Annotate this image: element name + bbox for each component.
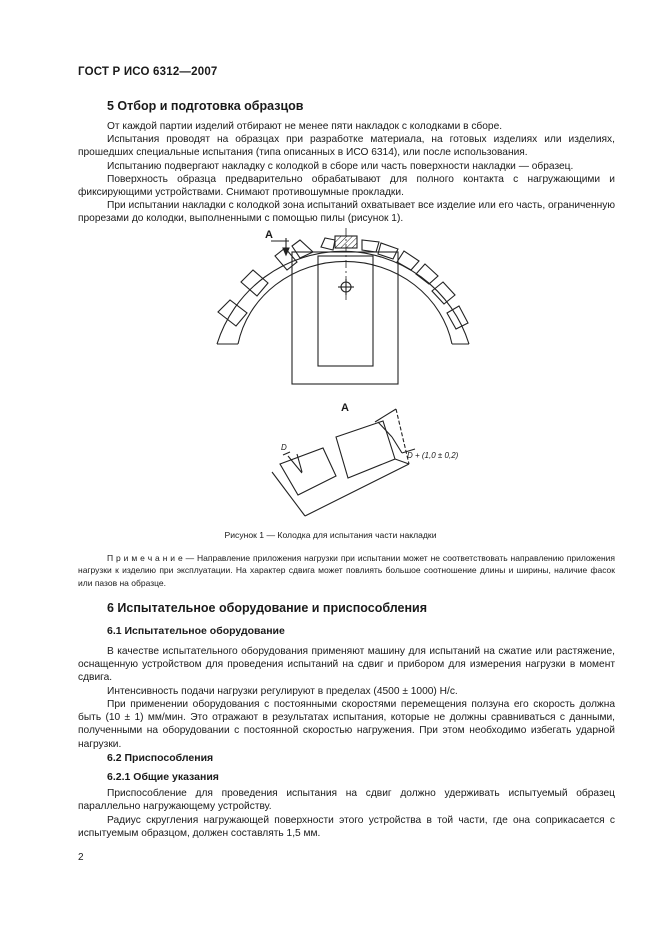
paragraph-text: При применении оборудования с постоянными скоростями перемещения ползуна его скорость должна быть (10 ± 1) мм/мин. Это отражают в результатах испытания, которые не должны сравниваться с данными, полученными на оборудовании с постоянной скоростью нагружения. При этом необходимо избегать ударной нагрузки. (78, 699, 615, 750)
view-a-detail (272, 409, 415, 516)
subsection-6-2-title: 6.2 Приспособления (107, 752, 214, 764)
section-6-2-1-paragraph-2 (78, 814, 615, 840)
section-6-title: 6 Испытательное оборудование и приспособления (107, 601, 428, 615)
note-text: П р и м е ч а н и е — Направление приложения нагрузки при испытании может не соответствовать направлению приложения нагрузки к изделию при эксплуатации. На характер сдвига может повлиять большое соотношение длины и ширины, наличие фасок или пазов на образце. (78, 553, 615, 588)
paragraph-text: Испытания проводят на образцах при разработке материала, на готовых изделиях или изделиях, прошедших специальные испытания (типа описанных в ИСО 6314), или после использования. (78, 134, 615, 159)
section-6-1-paragraph-1 (78, 645, 615, 685)
paragraph-text: При испытании накладки с колодкой зона испытаний охватывает все изделие или его часть, ограниченную прорезами до колодки, выполненными с помощью пилы (рисунок 1). (78, 200, 615, 225)
subsection-6-1-title: 6.1 Испытательное оборудование (107, 625, 285, 637)
paragraph-text: В качестве испытательного оборудования применяют машину для испытаний на сжатие или растяжение, оснащенную устройством для проведения испытаний на сдвиг и прибором для измерения нагрузки в момент сдвига. (78, 646, 615, 684)
detail-lining-right (336, 421, 395, 478)
figure-label-d-formula: D + (1,0 ± 0,2) (407, 451, 459, 460)
section-6-2-1-paragraph-1 (78, 787, 615, 813)
figure-label-a-view: A (341, 402, 349, 414)
section-6-1-paragraph-2 (78, 685, 615, 698)
document-header: ГОСТ Р ИСО 6312—2007 (78, 66, 218, 78)
figure-label-a-top: A (265, 229, 273, 241)
section-5-title: 5 Отбор и подготовка образцов (107, 99, 304, 113)
figure-label-d: D (281, 443, 287, 452)
paragraph-text: Радиус скругления нагружающей поверхности этого устройства в той части, где она соприкасается с испытуемым образцом, должен составлять 1,5 мм. (78, 815, 615, 840)
shoe-outer-arc (217, 251, 469, 344)
paragraph-text: Приспособление для проведения испытания на сдвиг должно удерживать испытуемый образец параллельно нагружающему устройству. (78, 788, 615, 813)
paragraph-text: Поверхность образца предварительно обрабатывают для полного контакта с нагружающими и фиксирующими устройствами. Снимают противошумные прокладки. (78, 174, 615, 199)
paragraph-text: От каждой партии изделий отбирают не менее пяти накладок с колодками в сборе. (107, 121, 503, 132)
figure-caption: Рисунок 1 — Колодка для испытания части накладки (224, 530, 437, 540)
paragraph-text: Испытанию подвергают накладку с колодкой в сборе или часть поверхности накладки — образец. (107, 161, 574, 172)
paragraph-text: Интенсивность подачи нагрузки регулируют в пределах (4500 ± 1000) Н/с. (107, 686, 458, 697)
page-number: 2 (78, 852, 84, 863)
subsection-6-2-1-title: 6.2.1 Общие указания (107, 771, 219, 783)
detail-lining-left (280, 448, 336, 495)
clamp-outer (292, 252, 398, 384)
section-6-1-paragraph-3 (78, 698, 615, 751)
clamp-inner (318, 256, 373, 366)
